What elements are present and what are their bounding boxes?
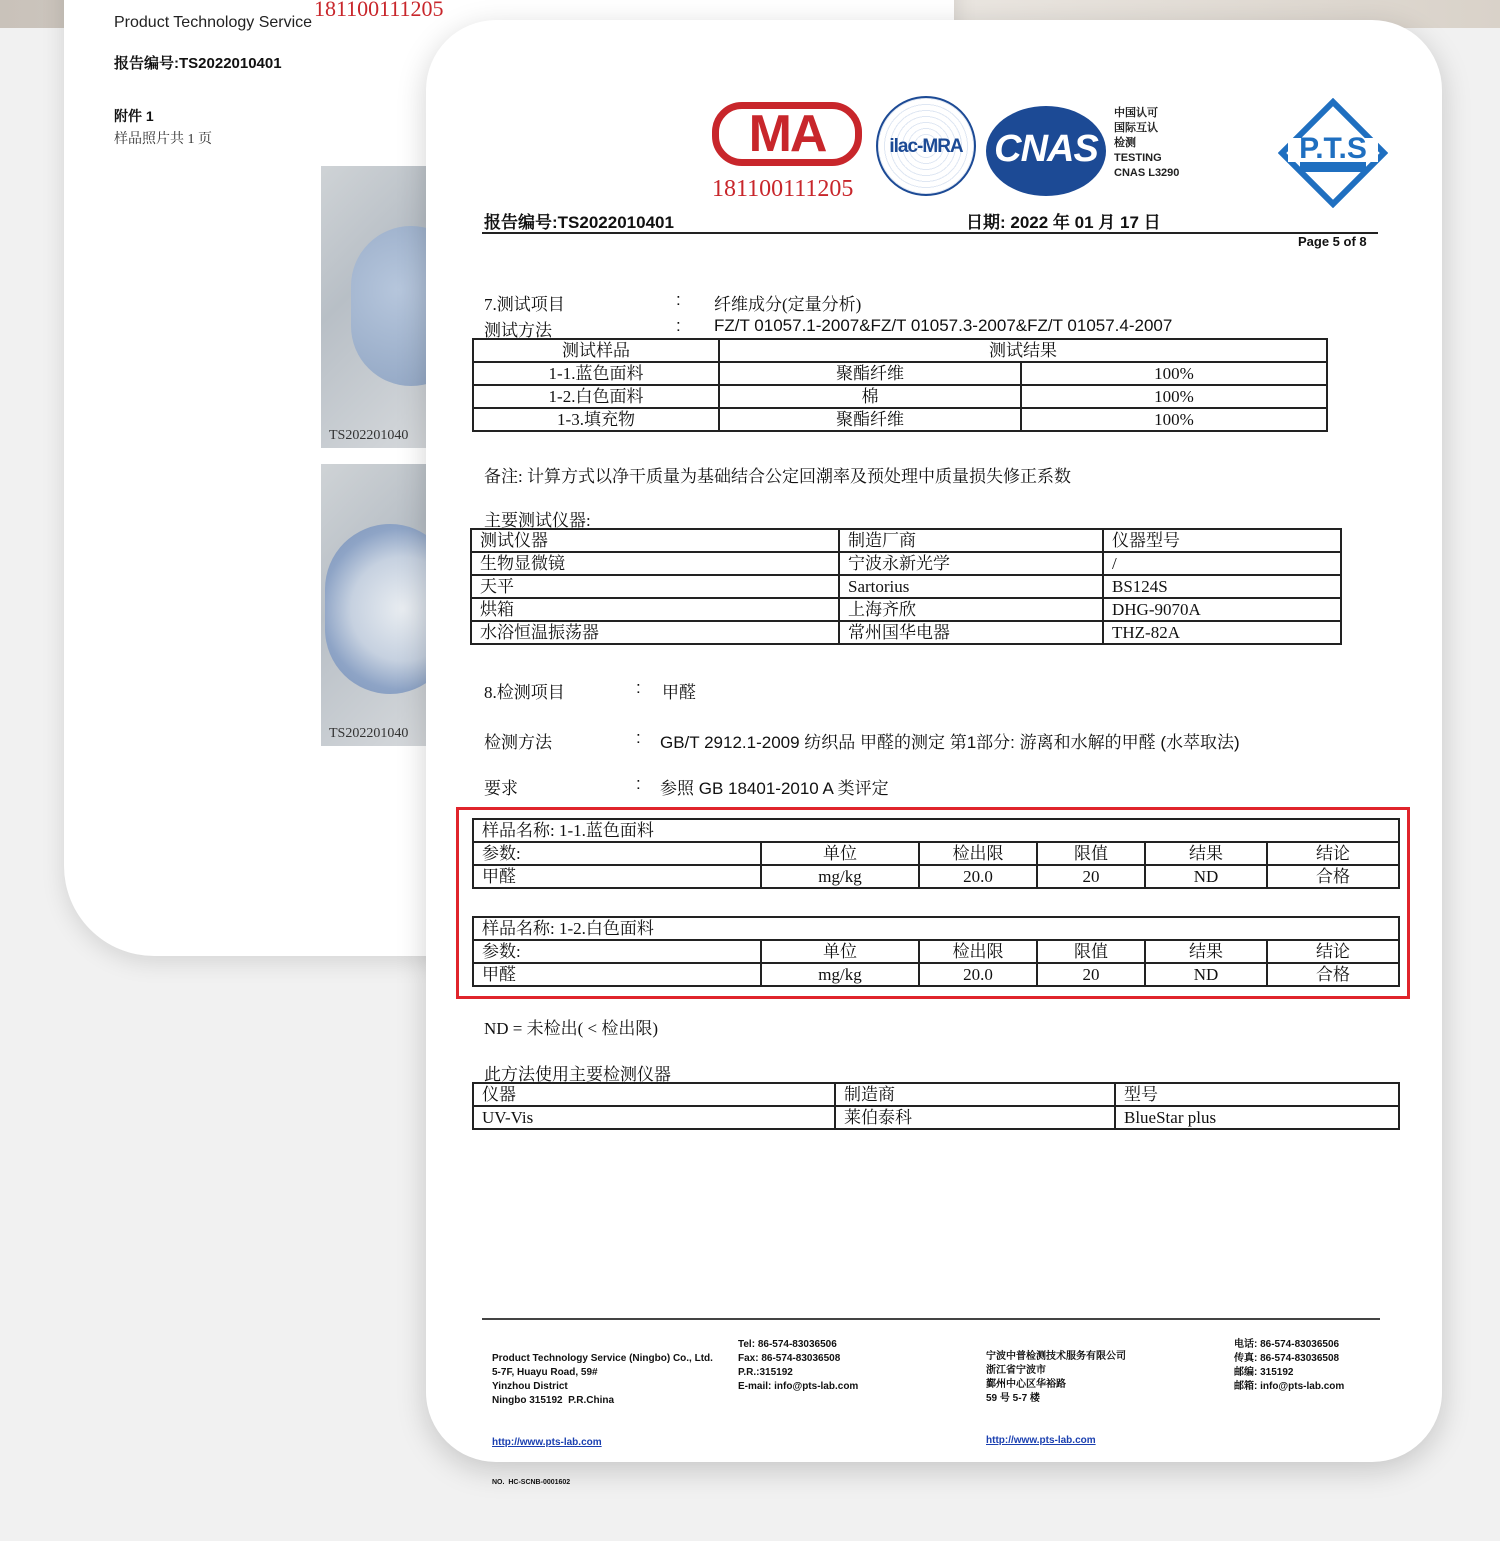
ilac-logo-text: ilac-MRA xyxy=(889,136,963,157)
table-cell: THZ-82A xyxy=(1103,621,1341,644)
cnas-caption-line: 国际互认 xyxy=(1114,122,1158,134)
table-header: 制造厂商 xyxy=(839,529,1103,552)
table-row xyxy=(471,529,1341,552)
ilac-mra-logo xyxy=(876,96,976,196)
report-date: 日期: 2022 年 01 月 17 日 xyxy=(966,213,1161,232)
table-header: 制造商 xyxy=(835,1083,1115,1106)
pts-logo-text: P.T.S xyxy=(1299,132,1367,165)
table-cell: 100% xyxy=(1021,362,1327,385)
table-cell: 1-2.白色面料 xyxy=(473,385,719,408)
sample-name: 样品名称: 1-1.蓝色面料 xyxy=(473,819,1399,842)
report-number: 报告编号:TS2022010401 xyxy=(484,213,674,232)
table-cell: 天平 xyxy=(471,575,839,598)
table-cell: 甲醛 xyxy=(473,963,761,986)
table-cell: 常州国华电器 xyxy=(839,621,1103,644)
sleeping-bag-image xyxy=(351,226,431,386)
table-row xyxy=(473,1083,1399,1106)
table-row xyxy=(473,842,1399,865)
table-cell: 莱伯泰科 xyxy=(835,1106,1115,1129)
header-divider xyxy=(482,232,1378,234)
table-cell: 烘箱 xyxy=(471,598,839,621)
detect-method-label: 检测方法 xyxy=(484,733,552,752)
table-header: 结论 xyxy=(1267,940,1399,963)
method-instruments-title: 此方法使用主要检测仪器 xyxy=(484,1065,671,1084)
table-row xyxy=(473,408,1327,431)
table-cell: 合格 xyxy=(1267,963,1399,986)
test-item-label: 7.测试项目 xyxy=(484,295,565,314)
table-header: 参数: xyxy=(473,842,761,865)
table-cell: UV-Vis xyxy=(473,1106,835,1129)
table-cell: 20 xyxy=(1037,865,1145,888)
main-report-page xyxy=(426,20,1442,1486)
table-cell: 生物显微镜 xyxy=(471,552,839,575)
test-method-value: FZ/T 01057.1-2007&FZ/T 01057.3-2007&FZ/T 01057.4-2007 xyxy=(714,316,1173,335)
table-cell: ND xyxy=(1145,865,1267,888)
table-cell: 上海齐欣 xyxy=(839,598,1103,621)
table-row xyxy=(473,385,1327,408)
table-row xyxy=(471,598,1341,621)
table-cell: BlueStar plus xyxy=(1115,1106,1399,1129)
requirement-label: 要求 xyxy=(484,779,518,798)
cnas-caption-line: CNAS L3290 xyxy=(1114,167,1180,179)
table-header: 结果 xyxy=(1145,940,1267,963)
cnas-logo xyxy=(986,106,1106,196)
table-row xyxy=(473,917,1399,940)
table-cell: 1-1.蓝色面料 xyxy=(473,362,719,385)
table-header: 测试结果 xyxy=(719,339,1327,362)
footer-text: 宁波中普检测技术服务有限公司 浙江省宁波市 鄞州中心区华裕路 59 号 5-7 楼 xyxy=(986,1351,1126,1404)
table-cell: 聚酯纤维 xyxy=(719,362,1021,385)
footer-divider xyxy=(482,1318,1380,1320)
photo-caption: TS202201040 xyxy=(329,428,409,443)
table-cell: 100% xyxy=(1021,408,1327,431)
table-row xyxy=(473,362,1327,385)
cma-logo: MA xyxy=(712,102,862,166)
table-cell: 棉 xyxy=(719,385,1021,408)
table-cell: 聚酯纤维 xyxy=(719,408,1021,431)
colon: : xyxy=(636,728,641,747)
table-row xyxy=(473,865,1399,888)
table-header: 型号 xyxy=(1115,1083,1399,1106)
table-cell: 合格 xyxy=(1267,865,1399,888)
table-row xyxy=(473,1106,1399,1129)
detect-item-label: 8.检测项目 xyxy=(484,683,565,702)
cnas-caption-line: 中国认可 xyxy=(1114,107,1158,119)
page-number: Page 5 of 8 xyxy=(1298,234,1367,249)
table-cell: ND xyxy=(1145,963,1267,986)
footer-address-cn xyxy=(986,1322,1126,1476)
formaldehyde-table-2 xyxy=(472,916,1400,987)
test-item-value: 纤维成分(定量分析) xyxy=(714,295,862,314)
instruments-table xyxy=(470,528,1342,645)
table-cell: 20.0 xyxy=(919,865,1037,888)
colon: : xyxy=(636,774,641,793)
table-cell: BS124S xyxy=(1103,575,1341,598)
detect-item-value: 甲醛 xyxy=(662,683,696,702)
table-cell: mg/kg xyxy=(761,865,919,888)
sample-photo-1 xyxy=(321,166,431,448)
attachment-description: 样品照片共 1 页 xyxy=(114,132,212,147)
colon: : xyxy=(636,678,641,697)
cnas-caption xyxy=(1114,106,1179,181)
table-cell: Sartorius xyxy=(839,575,1103,598)
table-cell: 甲醛 xyxy=(473,865,761,888)
test-method-label: 测试方法 xyxy=(484,321,552,340)
table-cell: 宁波永新光学 xyxy=(839,552,1103,575)
table-cell: 20.0 xyxy=(919,963,1037,986)
table-row xyxy=(473,339,1327,362)
back-company-name: Product Technology Service xyxy=(114,14,313,31)
instruments-title: 主要测试仪器: xyxy=(484,511,591,530)
footer-website-link[interactable]: http://www.pts-lab.com xyxy=(986,1435,1096,1446)
table-row xyxy=(471,575,1341,598)
calculation-note: 备注: 计算方式以净干质量为基础结合公定回潮率及预处理中质量损失修正系数 xyxy=(484,467,1071,486)
table-row xyxy=(471,552,1341,575)
table-row xyxy=(473,940,1399,963)
table-header: 仪器 xyxy=(473,1083,835,1106)
table-cell: mg/kg xyxy=(761,963,919,986)
sleeping-bag-image xyxy=(325,524,431,694)
table-cell: 1-3.填充物 xyxy=(473,408,719,431)
pts-logo-icon xyxy=(1278,98,1388,208)
colon: : xyxy=(676,290,681,309)
sample-photo-2 xyxy=(321,464,431,746)
back-report-number: 报告编号:TS2022010401 xyxy=(114,55,282,72)
table-cell: / xyxy=(1103,552,1341,575)
table-header: 单位 xyxy=(761,940,919,963)
detect-method-value: GB/T 2912.1-2009 纺织品 甲醛的测定 第1部分: 游离和水解的甲醛 (水萃取法) xyxy=(660,733,1240,752)
sample-name: 样品名称: 1-2.白色面料 xyxy=(473,917,1399,940)
back-cma-number: 181100111205 xyxy=(314,0,444,21)
attachment-title: 附件 1 xyxy=(114,108,154,124)
table-header: 限值 xyxy=(1037,940,1145,963)
table-header: 检出限 xyxy=(919,940,1037,963)
footer-website-link[interactable]: http://www.pts-lab.com xyxy=(492,1437,602,1448)
footer-text: Product Technology Service (Ningbo) Co., Ltd. 5-7F, Huayu Road, 59# Yinzhou District Ningbo 315192 P.R.China xyxy=(492,1353,713,1406)
table-row xyxy=(473,819,1399,842)
pts-logo xyxy=(1278,98,1374,194)
table-header: 限值 xyxy=(1037,842,1145,865)
table-header: 检出限 xyxy=(919,842,1037,865)
footer-contact-en: Tel: 86-574-83036506 Fax: 86-574-83036508 P.R.:315192 E-mail: info@pts-lab.com xyxy=(738,1339,859,1392)
cma-number: 181100111205 xyxy=(712,176,854,202)
fiber-content-table xyxy=(472,338,1328,432)
table-cell: 100% xyxy=(1021,385,1327,408)
table-cell: DHG-9070A xyxy=(1103,598,1341,621)
formaldehyde-table-1 xyxy=(472,818,1400,889)
table-cell: 20 xyxy=(1037,963,1145,986)
footer-address-en xyxy=(492,1324,713,1516)
table-header: 仪器型号 xyxy=(1103,529,1341,552)
cnas-caption-line: TESTING xyxy=(1114,152,1162,164)
nd-note: ND = 未检出( < 检出限) xyxy=(484,1019,659,1038)
footer-doc-number: NO. HC-SCNB-0001602 xyxy=(492,1479,571,1486)
method-instruments-table xyxy=(472,1082,1400,1130)
table-header: 测试样品 xyxy=(473,339,719,362)
table-header: 结果 xyxy=(1145,842,1267,865)
table-header: 结论 xyxy=(1267,842,1399,865)
cnas-logo-text: CNAS xyxy=(994,128,1098,170)
colon: : xyxy=(676,316,681,335)
footer-contact-cn: 电话: 86-574-83036506 传真: 86-574-83036508 邮编: 315192 邮箱: info@pts-lab.com xyxy=(1234,1339,1345,1392)
requirement-value: 参照 GB 18401-2010 A 类评定 xyxy=(660,779,889,798)
table-header: 参数: xyxy=(473,940,761,963)
cnas-caption-line: 检测 xyxy=(1114,137,1136,149)
table-header: 单位 xyxy=(761,842,919,865)
table-row xyxy=(471,621,1341,644)
table-cell: 水浴恒温振荡器 xyxy=(471,621,839,644)
photo-caption: TS202201040 xyxy=(329,726,409,741)
table-header: 测试仪器 xyxy=(471,529,839,552)
table-row xyxy=(473,963,1399,986)
